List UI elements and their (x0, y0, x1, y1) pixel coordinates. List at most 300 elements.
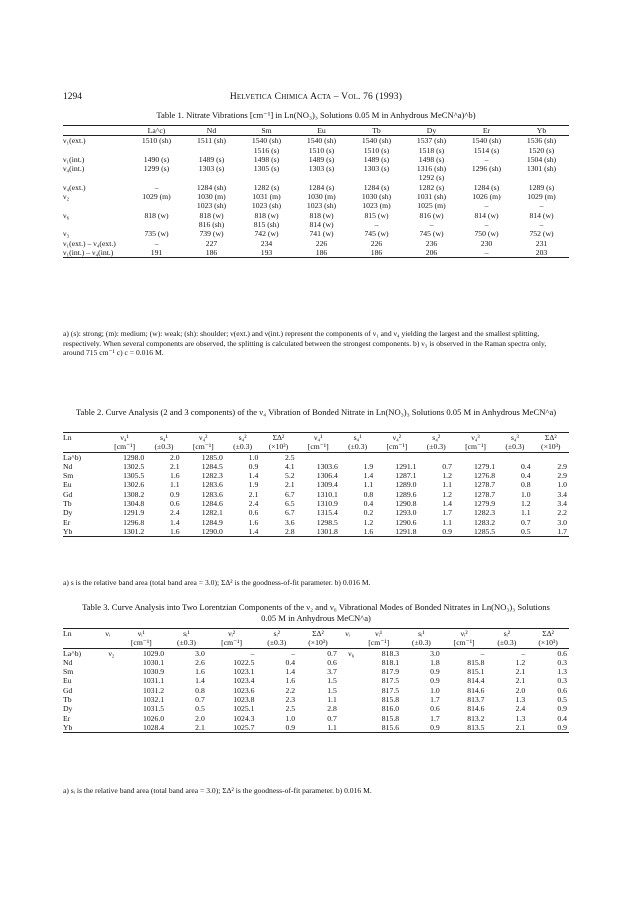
table1-cell: – (374, 219, 379, 229)
table2-cell: 0.8 (520, 480, 531, 490)
table3-footnote: a) sᵢ is the relative band area (total band area = 3.0); ΣΔ² is the goodness-of-fit parameter. b) 0.016 M. (63, 786, 372, 795)
table2-cell: 1293.0 (395, 508, 417, 518)
table1-column-header: Dy (404, 126, 459, 136)
table2-cell: 1279.1 (474, 461, 496, 471)
table1-cell: 814 (w) (474, 210, 499, 220)
table2-cell: 1285.0 (201, 452, 223, 462)
table3-cell: 0.6 (557, 685, 567, 695)
table2-column-header: ΣΔ² (260, 433, 296, 443)
table2-cell: 1.4 (248, 471, 259, 481)
table1-cell (129, 201, 184, 210)
table3-caption: Table 3. Curve Analysis into Two Lorentzian Components of the ν₂ and ν₆ Vibrational Modes of Bonded Nitrates in Ln(NO₃)₃ Solutions 0.05 M in Anhydrous MeCN^a) (82, 602, 550, 623)
table2-cell: 6.7 (285, 489, 295, 499)
table3 (63, 628, 569, 733)
table3-cell: 0.6 (327, 657, 337, 667)
table1-cell: 1292 (s) (418, 173, 445, 183)
table3-cell: 1029.0 (142, 648, 165, 658)
table3-cell: 2.1 (515, 676, 526, 686)
table2-cell: 2.5 (285, 452, 295, 462)
table1-cell: – (154, 182, 159, 192)
table3-cell: ν₆ (348, 648, 355, 658)
table1-cell: 745 (w) (364, 229, 389, 239)
table2-cell: 1.1 (442, 480, 452, 490)
table1-cell: 735 (w) (144, 229, 169, 239)
table1-cell: 231 (535, 238, 548, 248)
table1-row (63, 211, 569, 220)
table2-cell: Eu (63, 480, 72, 490)
table3-cell (339, 667, 356, 676)
table3-cell: 0.3 (557, 676, 567, 686)
table1-column-header: La^c) (129, 126, 184, 136)
table1 (63, 125, 569, 258)
table1-cell: 815 (w) (364, 210, 389, 220)
table1-cell: 1029 (m) (527, 192, 556, 202)
table1-cell: 1030 (m) (307, 192, 336, 202)
table1-cell (514, 173, 569, 182)
table1-cell: 1540 (sh) (306, 136, 337, 146)
table2-cell: 1.6 (340, 527, 375, 537)
table1-cell: 1303 (s) (308, 164, 335, 174)
page-number: 1294 (63, 92, 82, 102)
table3-cell: 1.2 (515, 657, 526, 667)
table1-row (63, 192, 569, 201)
table2-cell: 1310.1 (316, 489, 338, 499)
table2-cell: 1.7 (442, 508, 452, 518)
table2-cell: 1291.1 (395, 461, 417, 471)
table3-column-header: νᵢ¹ (116, 629, 166, 639)
table1-row-label (63, 173, 129, 182)
table1-cell: 1510 (sh) (141, 136, 172, 146)
table2-cell: 1283.6 (201, 480, 223, 490)
table2-cell: 1282.3 (474, 508, 496, 518)
table2-cell: 1.4 (225, 527, 260, 537)
table1-cell: – (484, 201, 489, 211)
table3-column-header: ΣΔ² (527, 629, 569, 639)
table2-cell: 1.2 (363, 517, 374, 527)
table3-cell: 1026.0 (142, 713, 165, 723)
table1-cell: 1282 (s) (253, 182, 280, 192)
table2-cell: 1306.4 (316, 471, 338, 481)
table3-unit-header: (±0.3) (256, 638, 297, 648)
table2-cell: Sm (63, 471, 74, 481)
table2-cell: 1290.8 (395, 499, 417, 509)
table2-column-header: s₄² (225, 433, 260, 443)
table1-cell: 1023 (m) (362, 201, 391, 211)
table2-header-row (63, 433, 569, 443)
table3-cell (339, 658, 356, 667)
table1-cell: 1540 (sh) (361, 136, 392, 146)
table3-cell: 1.1 (297, 723, 339, 733)
table2-cell: 1287.1 (395, 471, 417, 481)
table3-cell: 813.5 (442, 723, 487, 733)
table3-cell: 1025.1 (233, 704, 255, 714)
table1-cell: 203 (514, 248, 569, 258)
table2-column-header: s₄¹ (146, 433, 181, 443)
table1-cell (239, 173, 294, 182)
table1-cell: 1023 (sh) (251, 201, 282, 211)
table3-cell: – (250, 648, 255, 658)
table2-column-header: ν₄³ (454, 433, 497, 443)
table3-cell: 0.9 (527, 723, 569, 733)
table3-cell: 0.7 (195, 695, 205, 705)
table2-unit-header: [cm⁻¹] (103, 442, 146, 452)
table3-cell: 1.5 (327, 676, 337, 686)
table2-cell: 1283.6 (201, 489, 223, 499)
table3-cell: 0.9 (256, 723, 297, 733)
table2-cell: 1.7 (533, 527, 569, 537)
table3-cell: 1.8 (430, 657, 440, 667)
table3-cell: Eu (63, 676, 72, 686)
table3-cell: 1028.4 (116, 723, 166, 733)
table1-column-header: Yb (514, 126, 569, 136)
table3-cell: Nd (63, 657, 73, 667)
table1-cell: 1489 (s) (308, 154, 335, 164)
table3-unit-header: [cm⁻¹] (442, 638, 487, 648)
journal-title: Helvetica Chimica Acta – Vol. 76 (1993) (229, 92, 403, 102)
table2-row (63, 462, 569, 471)
table2-caption: Table 2. Curve Analysis (2 and 3 components) of the ν₄ Vibration of Bonded Nitrate in Ln(NO₃)₃ Solutions 0.05 M in Anhydrous MeCN^a) (75, 407, 557, 417)
table2-cell: 0.6 (170, 499, 180, 509)
table1-cell: 1030 (sh) (361, 192, 392, 202)
table3-cell: Sm (63, 667, 74, 677)
table3-cell: 2.1 (166, 723, 207, 733)
table2-cell: 1.1 (520, 508, 531, 518)
table2-cell (454, 452, 497, 462)
table1-cell (129, 146, 184, 155)
table3-cell (99, 704, 116, 713)
table3-cell: 0.7 (327, 648, 337, 658)
table1-cell: – (484, 154, 489, 164)
table3-cell: 1032.1 (142, 695, 165, 705)
table2-cell: 1.6 (248, 517, 259, 527)
table2-column-header: s₄² (419, 433, 454, 443)
table3-unit-header (99, 638, 116, 648)
table1-row (63, 248, 569, 258)
table3-cell: 815.8 (381, 713, 400, 723)
table2-cell: 3.0 (557, 517, 567, 527)
table3-cell (339, 723, 356, 733)
table3-cell: 1.1 (327, 695, 337, 705)
table3-cell: 1023.4 (233, 676, 255, 686)
table2-unit-header: [cm⁻¹] (454, 442, 497, 452)
table2-row (63, 452, 569, 462)
table1-row-label: ν₁(ext.) – ν₄(ext.) (63, 238, 116, 248)
table2-cell: 1298.0 (123, 452, 145, 462)
table2-cell: 3.4 (557, 499, 567, 509)
table3-cell: 817.9 (381, 667, 400, 677)
table2-cell: 1.6 (170, 471, 180, 481)
table2-cell: 1284.5 (201, 461, 223, 471)
table3-cell: Yb (63, 723, 99, 733)
table2-cell: 2.1 (170, 461, 180, 471)
table2-cell: 2.8 (260, 527, 296, 537)
table1-cell: 1026 (m) (472, 192, 501, 202)
table2-cell: 3.4 (557, 489, 567, 499)
table1-row-label: ν₄(int.) (63, 164, 85, 174)
table3-cell: ν₂ (108, 648, 115, 658)
table1-cell: 1540 (sh) (251, 136, 282, 146)
table2-cell: Tb (63, 499, 72, 509)
table1-row-label: ν₁(int.) (63, 154, 85, 164)
table3-cell: 0.3 (557, 657, 567, 667)
table1-cell: 742 (w) (254, 229, 279, 239)
table3-row (63, 714, 569, 723)
table3-cell: Dy (63, 704, 73, 714)
table2-cell: 1278.7 (474, 489, 496, 499)
table2-cell: 1.1 (170, 480, 180, 490)
table1-cell: 234 (260, 238, 273, 248)
table2-cell: 1301.2 (103, 527, 146, 537)
table2-unit-header (63, 442, 103, 452)
table1-cell: 1030 (m) (197, 192, 226, 202)
table2-cell: 6.5 (285, 499, 295, 509)
table1-cell (349, 173, 404, 182)
table1-cell: – (154, 238, 159, 248)
table3-cell (339, 695, 356, 704)
table1-row-label (63, 220, 129, 229)
table1-row (63, 220, 569, 229)
table3-unit-header: [cm⁻¹] (116, 638, 166, 648)
table2-unit-header: (±0.3) (419, 442, 454, 452)
table3-cell: 1.7 (430, 713, 440, 723)
table1-row-label (63, 146, 129, 155)
table2-cell: 0.4 (363, 499, 374, 509)
table3-column-header: νᵢ² (207, 629, 257, 639)
table3-column-header: νᵢ² (442, 629, 487, 639)
table2-unit-header: [cm⁻¹] (297, 442, 340, 452)
table3-cell: 1.3 (515, 713, 526, 723)
table2-cell: 2.9 (557, 471, 567, 481)
table1-cell: – (429, 219, 434, 229)
table3-cell: 3.0 (430, 648, 440, 658)
table3-cell: 2.0 (195, 713, 205, 723)
table2-cell: 0.4 (520, 461, 531, 471)
table1-column-header: Er (459, 126, 514, 136)
table3-row (63, 723, 569, 733)
table1-cell: 1305 (s) (253, 164, 280, 174)
table1-cell: 191 (129, 248, 184, 258)
table1-cell: 1316 (sh) (416, 164, 447, 174)
table1-cell: 741 (w) (309, 229, 334, 239)
table1-cell: 1516 (s) (253, 145, 280, 155)
table1-cell: 818 (w) (254, 210, 279, 220)
table2-cell: 1.1 (442, 517, 452, 527)
table1-column-header: Tb (349, 126, 404, 136)
table3-cell (339, 676, 356, 685)
table1-cell: 1284 (s) (308, 182, 335, 192)
table2-row (63, 499, 569, 508)
table2-cell: 0.7 (520, 517, 531, 527)
table1-cell: 1031 (sh) (416, 192, 447, 202)
table1-row-label (63, 201, 129, 210)
table1-row (63, 155, 569, 164)
table2-unit-header: (±0.3) (497, 442, 532, 452)
table3-cell: – (480, 648, 485, 658)
table2-cell: 1301.8 (297, 527, 340, 537)
table2-column-header: s₄¹ (340, 433, 375, 443)
table2-cell: 0.8 (363, 489, 374, 499)
table3-cell: 1.5 (327, 685, 337, 695)
table2-cell: 1276.8 (474, 471, 496, 481)
table3-cell: 1022.5 (233, 657, 255, 667)
table3-cell: 3.0 (195, 648, 205, 658)
table1-cell: 1504 (sh) (526, 154, 557, 164)
table1-cell: 816 (w) (419, 210, 444, 220)
table3-column-header: νᵢ (99, 629, 116, 639)
table2-cell: 1.4 (442, 499, 452, 509)
table2-cell: 1289.6 (395, 489, 417, 499)
table3-cell: 817.5 (381, 676, 400, 686)
table2-unit-header: (±0.3) (146, 442, 181, 452)
table3-cell: 815.8 (467, 657, 485, 667)
table2-row (63, 527, 569, 537)
table3-unit-header: (±0.3) (401, 638, 442, 648)
table2-cell: 1282.3 (201, 471, 223, 481)
table1-cell: – (539, 201, 544, 211)
table1-header-row (63, 126, 569, 136)
table1-caption: Table 1. Nitrate Vibrations [cm⁻¹] in Ln(NO₃)₃ Solutions 0.05 M in Anhydrous MeCN^a)^b) (156, 110, 476, 120)
table3-column-header: sᵢ² (487, 629, 528, 639)
table1-cell (184, 146, 239, 155)
table3-column-header: Ln (63, 629, 99, 639)
table2-unit-header: (±0.3) (340, 442, 375, 452)
table1-cell: 206 (404, 248, 459, 258)
table2-cell: 2.0 (170, 452, 180, 462)
table3-cell: 1023.8 (233, 695, 255, 705)
table2-cell: 1289.0 (395, 480, 417, 490)
table3-unit-header (63, 638, 99, 648)
table1-row-label: ν₁(ext.) (63, 136, 86, 146)
table2-cell: 1305.5 (123, 471, 145, 481)
table3-cell: 813.7 (467, 695, 485, 705)
table2-row (63, 508, 569, 517)
table1-cell: 1025 (m) (417, 201, 446, 211)
table1-cell: 1299 (s) (143, 164, 170, 174)
table3-unit-row (63, 638, 569, 648)
table2-cell: Gd (63, 489, 73, 499)
table1-cell (129, 173, 184, 182)
table3-cell (339, 704, 356, 713)
table3-cell (339, 714, 356, 723)
table3-unit-header: (±0.3) (487, 638, 528, 648)
table1-cell: 1289 (s) (528, 182, 555, 192)
table3-cell (99, 723, 116, 733)
table1-cell: 1510 (s) (363, 145, 390, 155)
table2-cell: 1291.8 (375, 527, 418, 537)
table3-cell: 817.5 (381, 685, 400, 695)
table3-column-header: ΣΔ² (297, 629, 339, 639)
table2-cell: 0.7 (442, 461, 452, 471)
table3-cell: 814.6 (467, 685, 485, 695)
table3-row (63, 676, 569, 685)
table1-cell (184, 173, 239, 182)
table3-cell: 0.8 (195, 685, 205, 695)
table3-cell: 1031.5 (142, 704, 165, 714)
table1-row-label: ν₂ (63, 192, 70, 202)
table3-cell (99, 686, 116, 695)
table2-cell: 2.1 (248, 489, 259, 499)
table1-cell: 1301 (sh) (526, 164, 557, 174)
table1-cell: 1303 (s) (198, 164, 225, 174)
table1-cell: 1520 (s) (528, 145, 555, 155)
table1-cell: 818 (w) (199, 210, 224, 220)
table1-cell: 226 (370, 238, 383, 248)
table1-cell: 745 (w) (419, 229, 444, 239)
table2-cell (533, 452, 569, 462)
table3-cell: 0.7 (327, 713, 337, 723)
table1-row-label: ν₁(int.) – ν₄(int.) (63, 248, 129, 258)
table2-cell: 2.4 (248, 499, 259, 509)
table3-cell: Gd (63, 685, 73, 695)
table3-cell: 815.1 (467, 667, 485, 677)
table2-cell: 1.0 (520, 489, 531, 499)
table3-cell: 0.9 (430, 676, 440, 686)
table2-cell (419, 452, 454, 462)
table1-cell: – (539, 219, 544, 229)
table3-cell: 1.3 (557, 667, 567, 677)
table1-cell: 1489 (s) (198, 154, 225, 164)
table2-cell: 1282.1 (201, 508, 223, 518)
table2-cell: 5.2 (285, 471, 295, 481)
table2-cell: 0.2 (363, 508, 374, 518)
table1-cell: 1284 (sh) (196, 182, 227, 192)
table3-cell: La^b) (63, 648, 82, 658)
table2-cell (375, 452, 418, 462)
table3-cell: 1031.2 (142, 685, 165, 695)
table3-row (63, 686, 569, 695)
table1-cell: 816 (sh) (198, 219, 225, 229)
table2-cell: 1.0 (248, 452, 259, 462)
table2-cell: 1308.2 (123, 489, 145, 499)
table3-cell: 2.5 (285, 704, 296, 714)
table3-cell (99, 695, 116, 704)
table1-cell: 186 (349, 248, 404, 258)
table3-column-header: sᵢ¹ (401, 629, 442, 639)
table3-unit-header: [cm⁻¹] (356, 638, 401, 648)
table2-cell: 0.9 (419, 527, 454, 537)
table3-cell: 0.4 (285, 657, 296, 667)
table3-cell: 1031.1 (142, 676, 165, 686)
table1-cell: 1514 (s) (473, 145, 500, 155)
table2-cell: 1278.7 (474, 480, 496, 490)
table2-column-header: ΣΔ² (533, 433, 569, 443)
table3-cell (339, 686, 356, 695)
table3-unit-header: [cm⁻¹] (207, 638, 257, 648)
table3-cell: 1024.3 (233, 713, 255, 723)
table3-unit-header: (×10³) (527, 638, 569, 648)
table1-cell: 1489 (s) (363, 154, 390, 164)
table3-cell: 1.3 (515, 695, 526, 705)
table1-cell (459, 173, 514, 182)
table1-cell: 815 (sh) (253, 219, 280, 229)
table3-cell (99, 714, 116, 723)
table3-row (63, 658, 569, 667)
table3-row (63, 667, 569, 676)
table3-column-header: sᵢ² (256, 629, 297, 639)
table2-column-header: ν₄¹ (297, 433, 340, 443)
table2-cell: 0.5 (497, 527, 532, 537)
table2-cell: 1284.9 (201, 517, 223, 527)
table1-cell: 1511 (sh) (197, 136, 226, 146)
table3-cell: 1.7 (430, 695, 440, 705)
table1-cell: 1498 (s) (253, 154, 280, 164)
table3-cell: 0.6 (430, 704, 440, 714)
table2-cell: 1284.6 (201, 499, 223, 509)
table1-column-header: Nd (184, 126, 239, 136)
table2-cell: 4.1 (285, 461, 295, 471)
table1-row-label: ν₄(ext.) (63, 182, 86, 192)
table2-unit-header: [cm⁻¹] (182, 442, 225, 452)
